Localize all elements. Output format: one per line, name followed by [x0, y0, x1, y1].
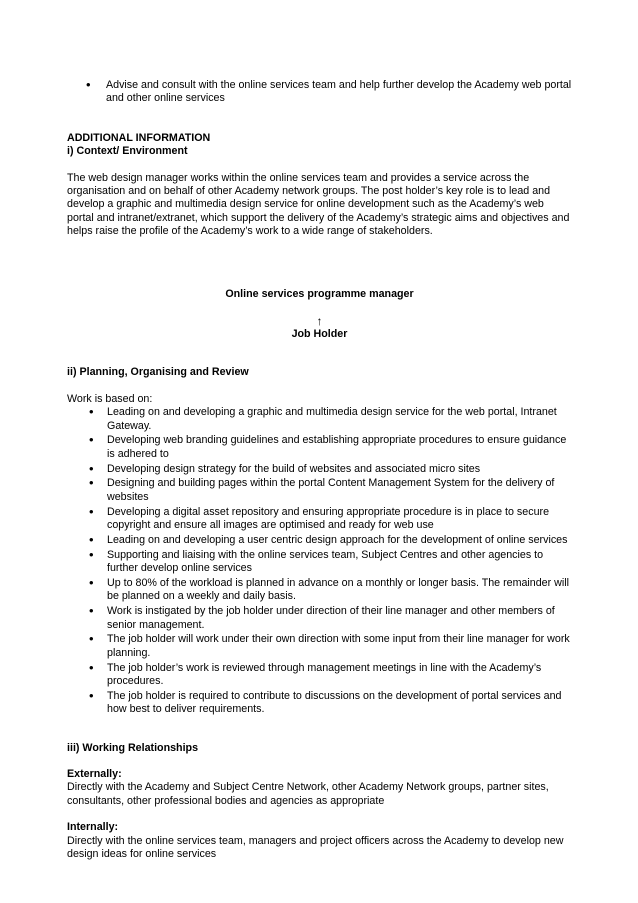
list-item [67, 659, 572, 689]
org-chart-manager: Online services programme manager [225, 287, 414, 300]
list-item [67, 503, 572, 533]
context-environment-heading: i) Context/ Environment [67, 145, 188, 158]
planning-intro: Work is based on: [67, 392, 153, 405]
bullet-icon: • [89, 531, 94, 547]
bullet-icon: • [86, 77, 91, 92]
planning-bullet-list [67, 406, 572, 716]
list-item [67, 546, 572, 576]
bullet-icon: • [89, 475, 94, 491]
list-item-text: Supporting and liaising with the online services team, Subject Centres and other agencies to further develop online services [107, 548, 544, 575]
bullet-icon: • [89, 546, 94, 562]
internally-text: Directly with the online services team, managers and project officers across the Academy to develop new design ideas for online services [67, 834, 564, 860]
page-content [67, 79, 572, 861]
list-item [67, 477, 572, 504]
working-relationships-heading: iii) Working Relationships [67, 741, 199, 754]
list-item-text: Up to 80% of the workload is planned in advance on a monthly or longer basis. The remainder will be planned on a weekly and daily basis. [107, 576, 569, 603]
list-item-text: Designing and building pages within the portal Content Management System for the delivery of websites [107, 477, 555, 503]
list-item-text: Leading on and developing a graphic and multimedia design service for the web portal, Intranet Gateway. [107, 406, 557, 432]
externally-text: Directly with the Academy and Subject Centre Network, other Academy Network groups, partner sites, consultants, other professional bodies and agencies as appropriate [67, 781, 549, 807]
list-item [67, 574, 572, 604]
arrow-up-icon: ↑ [316, 314, 323, 329]
bullet-icon: • [89, 574, 94, 590]
list-item-text: Developing design strategy for the build of websites and associated micro sites [107, 462, 481, 475]
list-item-text: The job holder is required to contribute to discussions on the development of portal services and how best to deliver requirements. [107, 689, 562, 716]
bullet-icon: • [89, 432, 94, 448]
externally-heading: Externally: [67, 767, 122, 780]
list-item [67, 434, 572, 461]
bullet-icon: • [89, 503, 94, 519]
list-item-text: Developing a digital asset repository and ensuring appropriate procedure is in place to secure copyright and ensure all images are optimised and ready for web use [107, 505, 550, 532]
additional-information-heading: ADDITIONAL INFORMATION [67, 131, 211, 144]
bullet-icon: • [89, 631, 94, 647]
bullet-icon: • [89, 659, 94, 675]
internally-heading: Internally: [67, 821, 119, 834]
list-item [67, 79, 572, 106]
bullet-icon: • [89, 404, 94, 420]
bullet-icon: • [89, 603, 94, 619]
list-item [67, 531, 572, 547]
context-paragraph: The web design manager works within the online services team and provides a service across the organisation and on behalf of other Academy network groups. The post holder’s key role is to lead and develop a graphic and multimedia design service for online development such as the Academy’s web portal and intranet/extranet, which support the delivery of the Academy’s strategic aims and objectives and helps raise the profile of the Academy’s work to a wide range of stakeholders. [67, 171, 570, 238]
list-item-text: Advise and consult with the online services team and help further develop the Academy web portal and other online services [106, 79, 572, 105]
org-chart-job-holder: Job Holder [291, 328, 348, 341]
list-item-text: Developing web branding guidelines and establishing appropriate procedures to ensure guidance is adhered to [107, 434, 567, 460]
list-item-text: The job holder will work under their own direction with some input from their line manager for work planning. [107, 633, 570, 659]
planning-heading: ii) Planning, Organising and Review [67, 366, 249, 379]
bullet-icon: • [89, 687, 94, 703]
list-item [67, 605, 572, 632]
list-item [67, 687, 572, 717]
list-item [67, 633, 572, 660]
org-chart [67, 288, 572, 342]
bullet-icon: • [89, 460, 94, 476]
list-item-text: Leading on and developing a user centric design approach for the development of online services [107, 533, 568, 546]
list-item [67, 460, 572, 476]
list-item-text: The job holder’s work is reviewed through management meetings in line with the Academy’s procedures. [107, 661, 542, 687]
list-item-text: Work is instigated by the job holder under direction of their line manager and other members of senior management. [107, 605, 555, 631]
top-bullet-list [67, 79, 572, 106]
list-item [67, 406, 572, 433]
